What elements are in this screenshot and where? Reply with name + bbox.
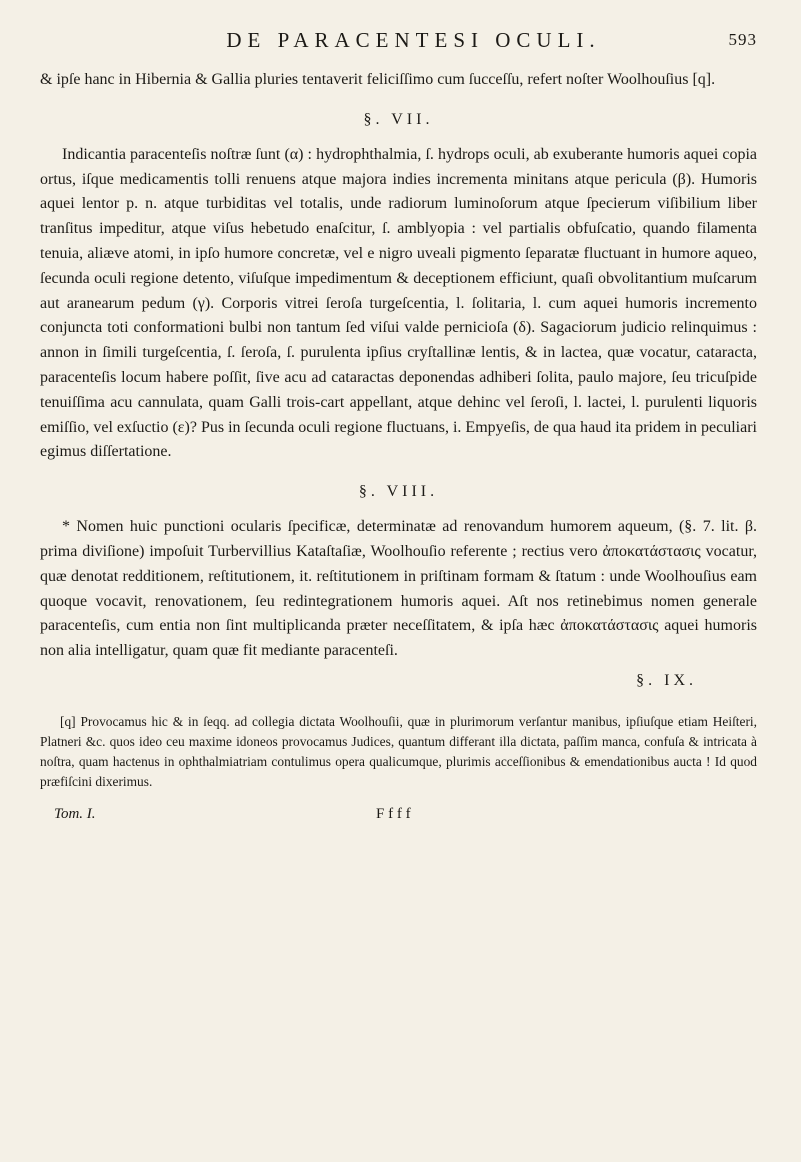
paragraph-section-vii: Indicantia paracenteſis noſtræ ſunt (α) : hydrophthalmia, ſ. hydrops oculi, ab exuberante humoris aquei copia ortus, iſque medicamentis tolli renuens atque majora indies incrementa minitans atque pericula (β). Humoris aquei lentor p. n. atque turbiditas vel totalis, unde radiorum luminoſorum atque ſpecierum viſibilium liber tranſitus impeditur, atque viſus hebetudo enaſcitur, ſ. amblyopia : vel partialis obfuſcatio, quando filamenta tenuia, aliæve atomi, in ipſo humore concretæ, vel e nigro uveali pigmento ſeparatæ fluctuant in humore aqueo, ſecunda oculi regione detento, viſuſque impedimentum & deceptionem efficiunt, quaſi obvolitantium muſcarum aut aranearum pedum (γ). Corporis vitrei ſeroſa turgeſcentia, l. ſolitaria, l. cum aquei humoris incremento conjuncta toti conformationi bulbi non tantum ſed viſui valde pernicioſa (δ). Sagaciorum judicio relinquimus : annon in ſimili turgeſcentia, ſ. ſeroſa, ſ. purulenta ipſius cryſtallinæ lentis, & in lactea, quæ vocatur, cataracta, paracenteſis locum habere poſſit, ſive acu ad cataractas deponendas adhiberi ſolita, paulo majore, ſeu tricuſpide tenuiſſima acu cannulata, quam Galli trois-cart appellant, atque dehinc vel ſeroſi, l. lactei, l. purulenti liquoris emiſſio, vel exſuctio (ε)? Pus in ſecunda oculi regione fluctuans, i. Empyeſis, de qua haud ita pridem in peculiari egimus diſſertatione.: [40, 145, 757, 461]
signature-mark: F f f f: [376, 805, 411, 822]
paragraph-section-viii: * Nomen huic punctioni ocularis ſpecificæ, determinatæ ad renovandum humorem aqueum, (§. 7. lit. β. prima diviſione) impoſuit Turbervillius Kataſtaſiæ, Woolhouſio referente ; rectius vero ἀποκατάστασις vocatur, quæ denotat redditionem, reſtitutionem, it. reſtitutionem in priſtinam formam & ſtatum : unde Woolhouſius eam quoque vocavit, renovationem, ſeu redintegrationem humoris aquei. Aſt nos retinebimus nomen generale paracenteſis, cum entia non ſint multiplicanda præter neceſſitatem, & ipſa hæc ἀποκατάστασις aquei humoris non alia intelligatur, quam quæ fit mediante paracenteſi.: [40, 518, 757, 660]
paragraph-intro: & ipſe hanc in Hibernia & Gallia pluries tentaverit feliciſſimo cum ſucceſſu, refert noſter Woolhouſius [q].: [40, 71, 716, 88]
section-heading-ix: §. IX.: [636, 671, 697, 689]
section-heading-vii: §. VII.: [363, 110, 434, 128]
volume-mark: Tom. I.: [54, 805, 96, 822]
page-number: 593: [728, 30, 757, 49]
section-heading-viii: §. VIII.: [358, 483, 439, 501]
footnote-q: [q] Provocamus hic & in ſeqq. ad collegia dictata Woolhouſii, quæ in plurimorum verſantur manibus, ipſiuſque etiam Heiſteri, Platneri &c. quos ideo ceu maxime idoneos provocamus Judices, quantum differant illa dictata, paſſim manca, confuſa & intricata à noſtra, quam hactenus in ophthalmiatriam contulimus opera qualicumque, plurimis acceſſionibus & emendationibus aucta ! Id quod præfiſcini dixerimus.: [40, 713, 757, 789]
running-head: [40, 28, 757, 68]
running-title: DE PARACENTESI OCULI.: [226, 28, 601, 52]
page-footer: [40, 806, 757, 830]
